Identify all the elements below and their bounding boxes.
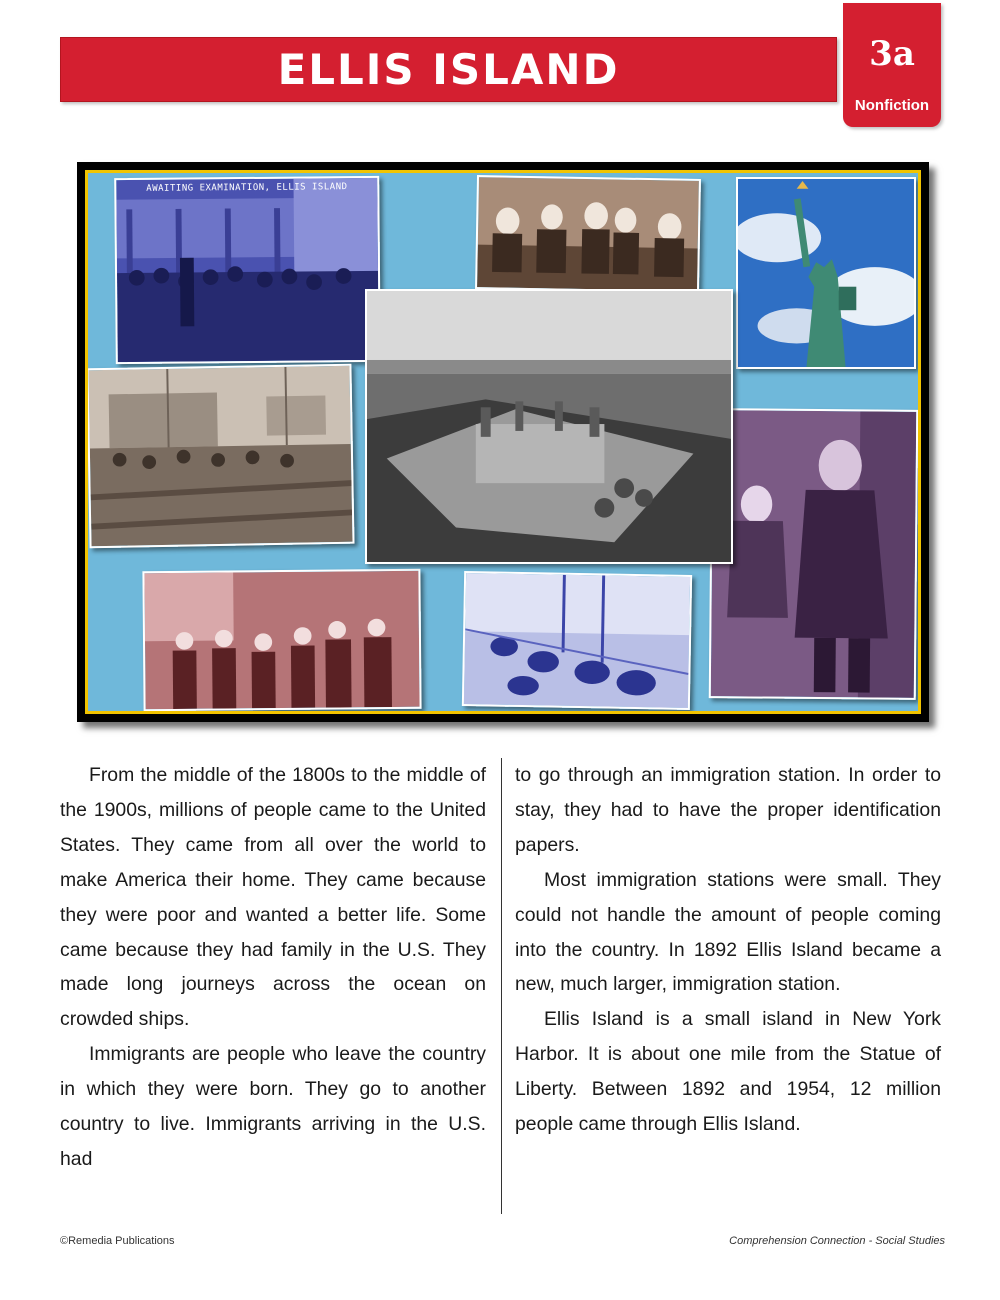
photo-statue-of-liberty <box>736 177 916 369</box>
lesson-number: 3a <box>869 34 915 74</box>
page-title: ELLIS ISLAND <box>277 45 620 94</box>
photo-immigrant-family <box>142 569 421 711</box>
article-paragraph-1: From the middle of the 1800s to the middle of the 1900s, millions of people came to the United States. They came from all over the world to make America their home. They came because they were poor and wanted a better life. Some came because they had family in the U.S. They made long journeys across the ocean on crowded ships. <box>60 764 486 1031</box>
article-column-left <box>60 758 486 1177</box>
photo-collage <box>77 162 929 722</box>
article-column-right <box>515 758 941 1142</box>
photo-immigrant-girl <box>709 408 919 700</box>
lesson-type-label: Nonfiction <box>854 97 930 114</box>
photo-awaiting-examination <box>114 176 381 364</box>
article-paragraph-4: Ellis Island is a small island in New York Harbor. It is about one mile from the Statue of Liberty. Between 1892 and 1954, 12 million people came through Ellis Island. <box>515 1008 941 1136</box>
photo-women-at-table <box>475 175 701 293</box>
photo-ship-deck <box>462 571 692 710</box>
lesson-tab <box>843 3 941 127</box>
column-divider <box>501 758 502 1214</box>
article-paragraph-2-continued: to go through an immigration station. In order to stay, they had to have the proper identification papers. <box>515 764 941 856</box>
footer-series-title: Comprehension Connection - Social Studies <box>729 1235 945 1247</box>
collage-background <box>85 170 921 714</box>
article-paragraph-3: Most immigration stations were small. They could not handle the amount of people coming into the country. In 1892 Ellis Island became a new, much larger, immigration station. <box>515 868 941 996</box>
title-banner <box>60 37 837 102</box>
footer-copyright: ©Remedia Publications <box>60 1235 175 1247</box>
photo-aerial-ellis-island <box>365 289 733 564</box>
photo-caption: AWAITING EXAMINATION, ELLIS ISLAND <box>146 182 348 194</box>
photo-pier-crowd <box>86 364 354 549</box>
article-paragraph-2: Immigrants are people who leave the country in which they were born. They go to another country to live. Immigrants arriving in the U.S. had <box>60 1043 486 1170</box>
